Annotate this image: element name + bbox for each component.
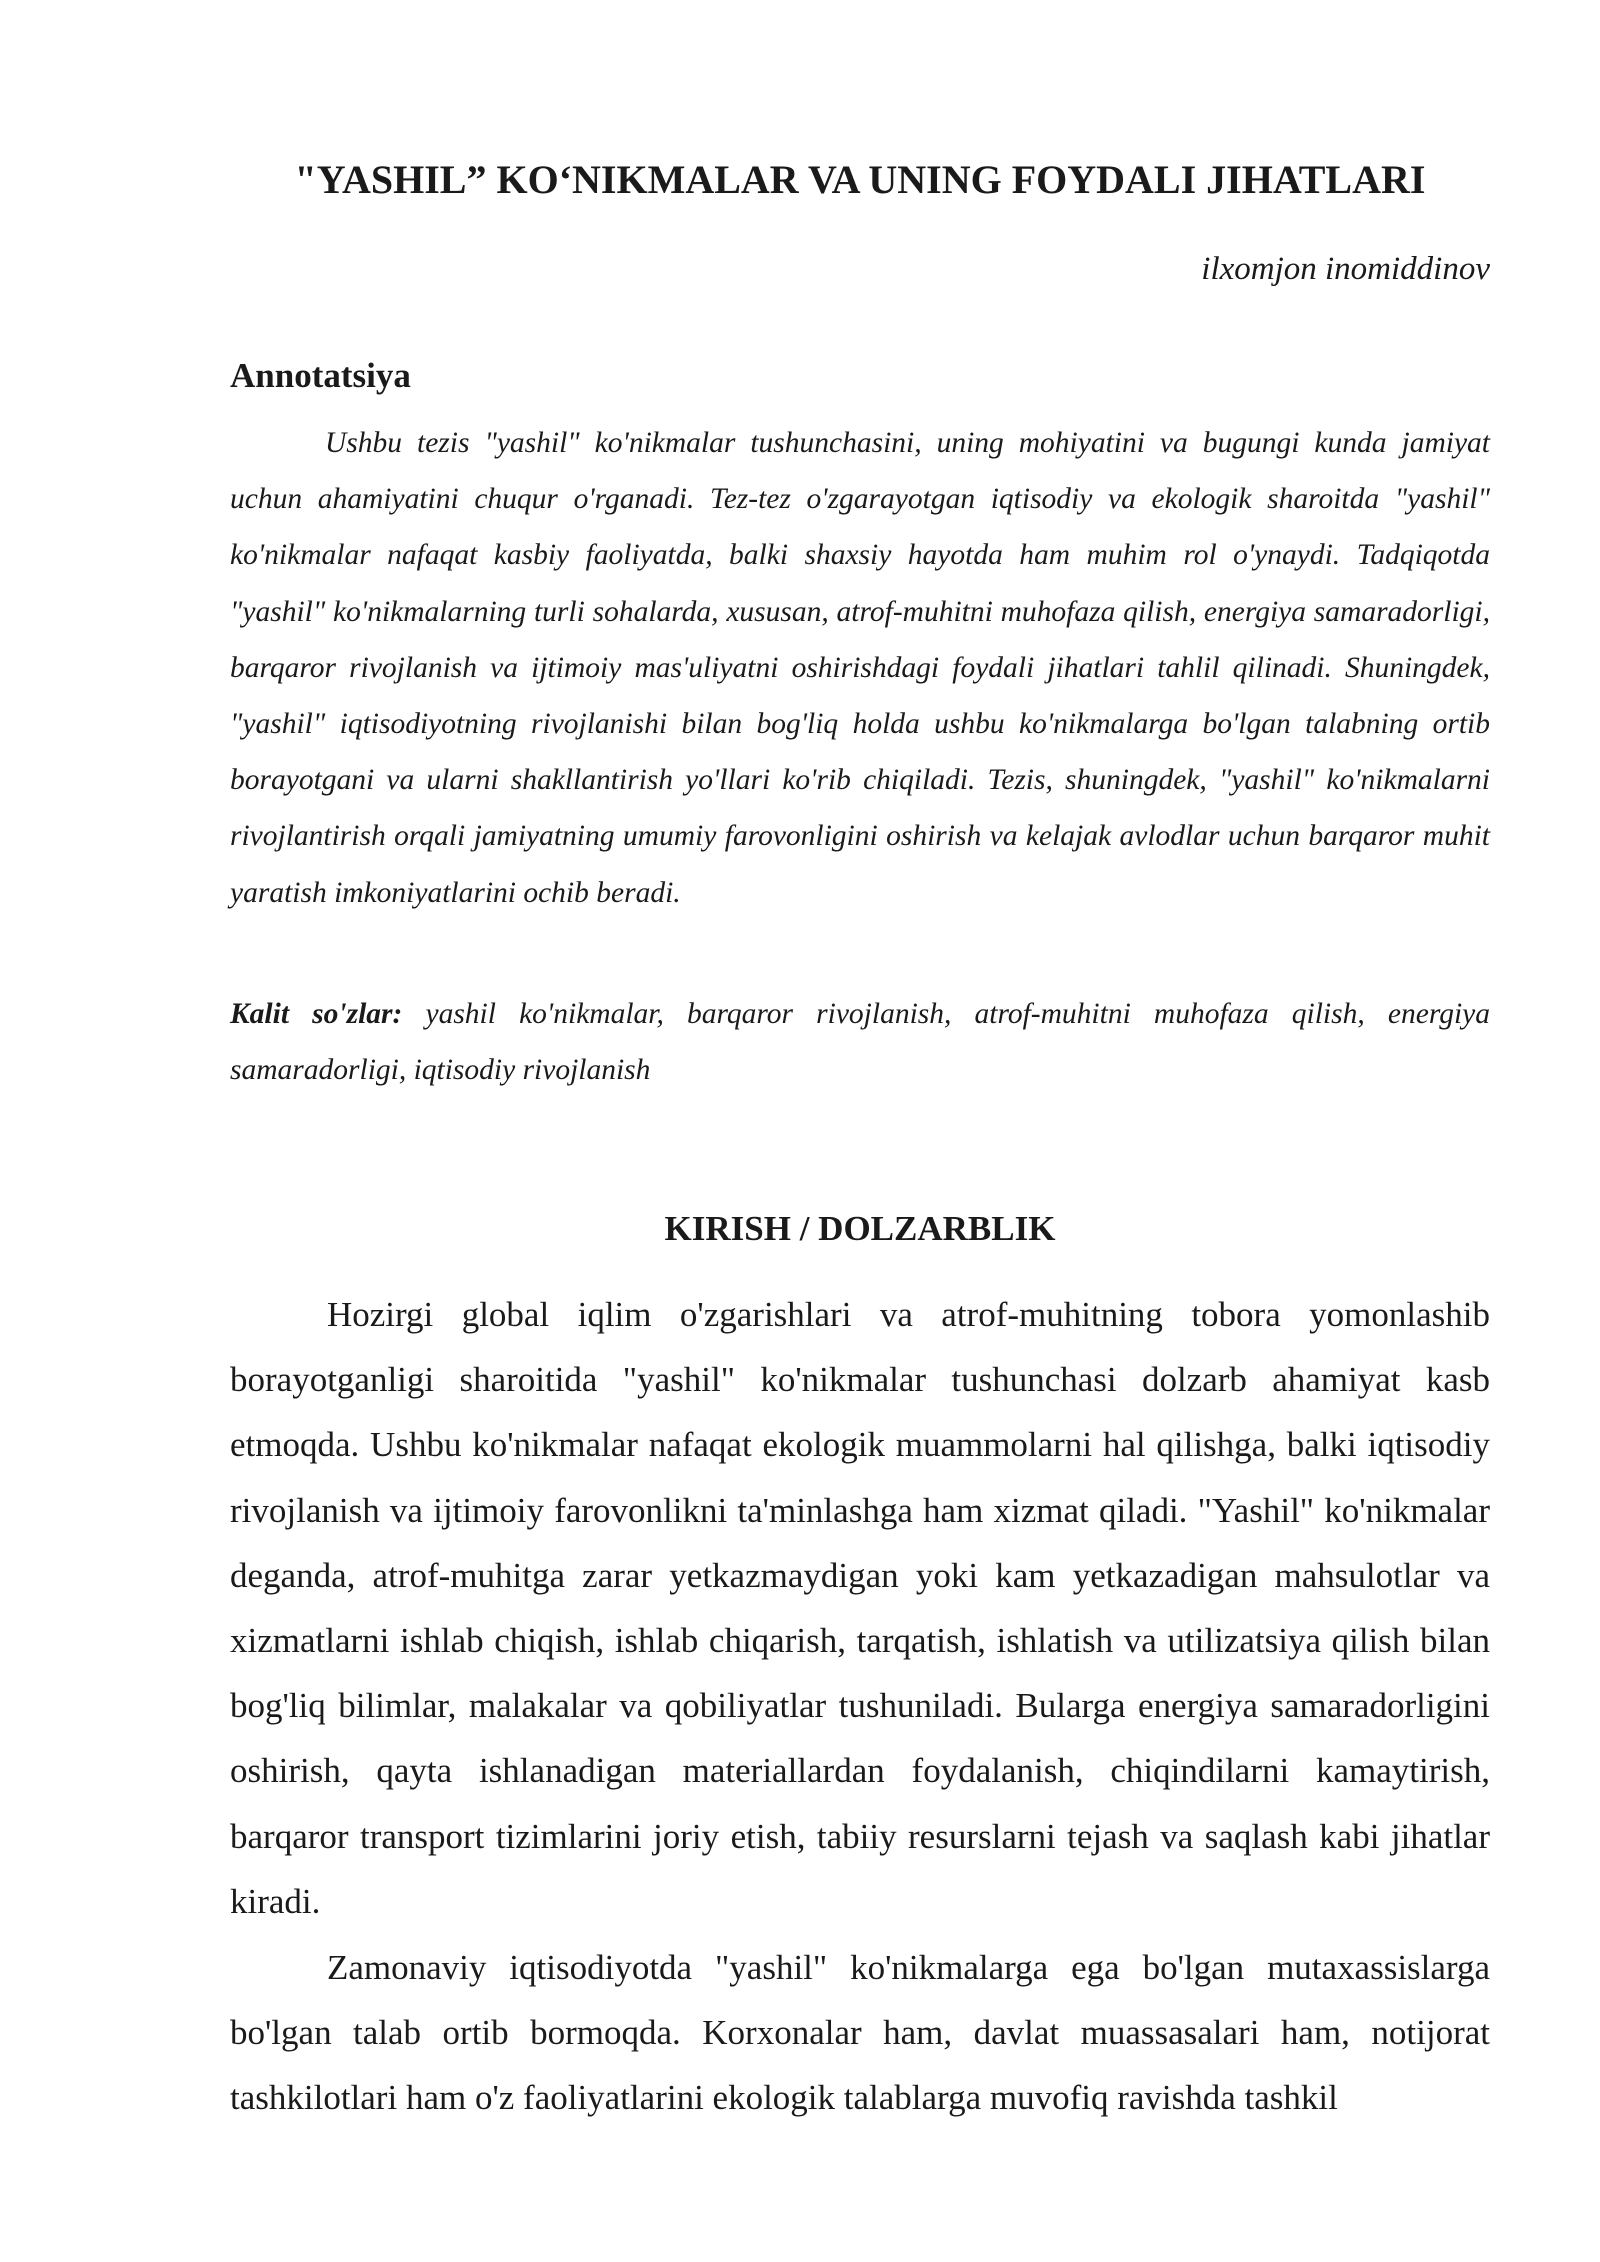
introduction-heading: KIRISH / DOLZARBLIK xyxy=(664,1209,1056,1248)
keywords-text: yashil ko'nikmalar, barqaror rivojlanish, atrof-muhitni muhofaza qilish, energiya samaradorligi, iqtisodiy rivojlanish xyxy=(230,998,1490,1086)
introduction-paragraph: Hozirgi global iqlim o'zgarishlari va atrof-muhitning tobora yomonlashib borayotganligi sharoitida "yashil" ko'nikmalar tushunchasi dolzarb ahamiyat kasb etmoqda. Ushbu ko'nikmalar nafaqat ekologik muammolarni hal qilishga, balki iqtisodiy rivojlanish va ijtimoiy farovonlikni ta'minlashga ham xizmat qiladi. "Yashil" ko'nikmalar deganda, atrof-muhitga zarar yetkazmaydigan yoki kam yetkazadigan mahsulotlar va xizmatlarni ishlab chiqish, ishlab chiqarish, tarqatish, ishlatish va utilizatsiya qilish bilan bog'liq bilimlar, malakalar va qobiliyatlar tushuniladi. Bularga energiya samaradorligini oshirish, qayta ishlanadigan materiallardan foydalanish, chiqindilarni kamaytirish, barqaror transport tizimlarini joriy etish, tabiiy resurslarni tejash va saqlash kabi jihatlar kiradi. xyxy=(230,1295,1490,1921)
introduction-paragraph: Zamonaviy iqtisodiyotda "yashil" ko'nikmalarga ega bo'lgan mutaxassislarga bo'lgan talab ortib bormoqda. Korxonalar ham, davlat muassasalari ham, notijorat tashkilotlari ham o'z faoliyatlarini ekologik talablarga muvofiq ravishda tashkil xyxy=(230,1948,1490,2118)
keywords xyxy=(230,986,1490,1098)
document-page xyxy=(230,0,1490,2262)
keywords-label: Kalit so'zlar: xyxy=(230,998,403,1030)
abstract-text: Ushbu tezis "yashil" ko'nikmalar tushunchasini, uning mohiyatini va bugungi kunda jamiyat uchun ahamiyatini chuqur o'rganadi. Tez-tez o'zgarayotgan iqtisodiy va ekologik sharoitda "yashil" ko'nikmalar nafaqat kasbiy faoliyatda, balki shaxsiy hayotda ham muhim rol o'ynaydi. Tadqiqotda "yashil" ko'nikmalarning turli sohalarda, xususan, atrof-muhitni muhofaza qilish, energiya samaradorligi, barqaror rivojlanish va ijtimoiy mas'uliyatni oshirishdagi foydali jihatlari tahlil qilinadi. Shuningdek, "yashil" iqtisodiyotning rivojlanishi bilan bog'liq holda ushbu ko'nikmalarga bo'lgan talabning ortib borayotgani va ularni shakllantirish yo'llari ko'rib chiqiladi. Tezis, shuningdek, "yashil" ko'nikmalarni rivojlantirish orqali jamiyatning umumiy farovonligini oshirish va kelajak avlodlar uchun barqaror muhit yaratish imkoniyatlarini ochib beradi. xyxy=(230,427,1490,909)
document-title: "YASHIL” KO‘NIKMALAR VA UNING FOYDALI JIHATLARI xyxy=(294,157,1426,202)
author-name: ilxomjon inomiddinov xyxy=(1201,251,1490,287)
abstract-heading: Annotatsiya xyxy=(230,356,411,395)
